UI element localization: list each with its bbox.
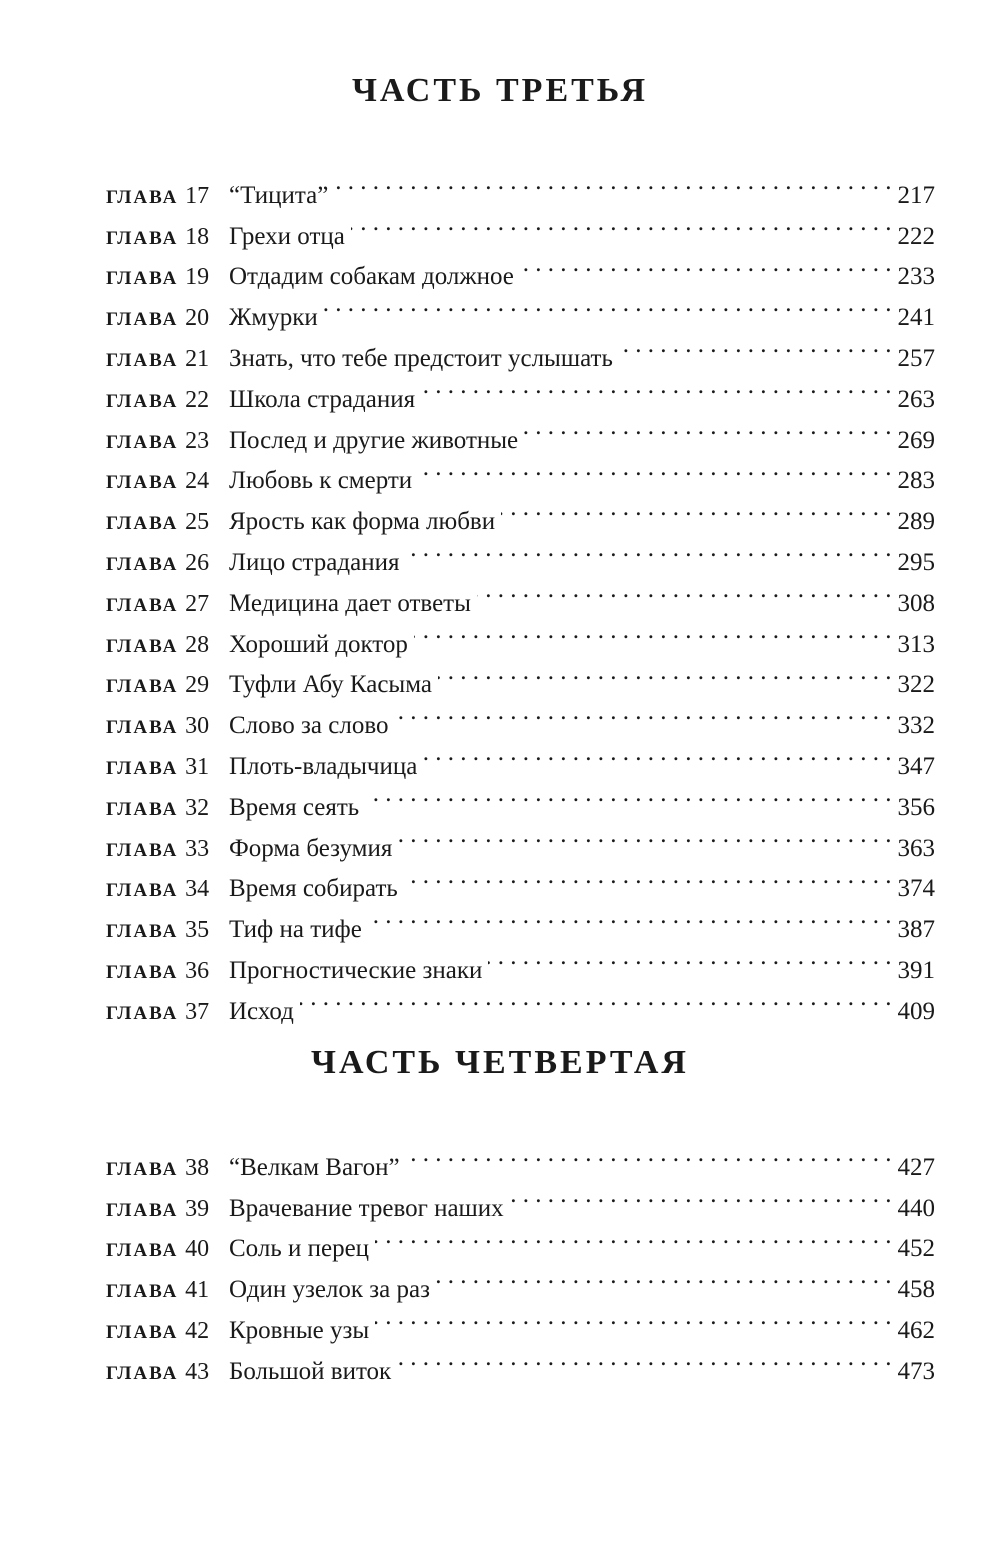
dot-leader [619, 325, 892, 366]
page-number: 289 [897, 508, 935, 536]
chapter-word: ГЛАВА [106, 309, 179, 331]
chapter-label [106, 217, 229, 260]
chapter-word: ГЛАВА [106, 921, 179, 943]
chapter-title: Соль и перец [229, 1235, 370, 1263]
page-number: 263 [897, 385, 935, 413]
chapter-label [106, 257, 229, 300]
chapter-label [106, 584, 229, 627]
dot-leader [488, 937, 891, 978]
chapter-word: ГЛАВА [106, 594, 179, 616]
page-number: 241 [897, 304, 935, 332]
chapter-word: ГЛАВА [106, 472, 179, 494]
dot-leader [524, 407, 891, 448]
chapter-title: Ярость как форма любви [229, 508, 496, 536]
page-number: 257 [897, 344, 935, 372]
page-number: 391 [897, 956, 935, 984]
dot-leader [397, 1338, 891, 1379]
chapter-label [106, 706, 229, 749]
chapter-number: 24 [185, 468, 210, 495]
chapter-word: ГЛАВА [106, 1362, 179, 1384]
chapter-word: ГЛАВА [106, 839, 179, 861]
dot-leader [324, 284, 892, 325]
chapter-word: ГЛАВА [106, 635, 179, 657]
dot-leader [438, 652, 892, 693]
page-number: 313 [897, 630, 935, 658]
chapter-number: 19 [185, 264, 210, 291]
chapter-label [106, 910, 229, 953]
chapter-number: 33 [185, 835, 210, 862]
chapter-title: Жмурки [229, 304, 318, 332]
chapter-title: Лицо страдания [229, 548, 400, 576]
dot-leader [520, 244, 892, 285]
chapter-title: Туфли Абу Касыма [229, 671, 432, 699]
chapter-title: Школа страдания [229, 385, 416, 413]
page-number: 409 [897, 997, 935, 1025]
chapter-label [106, 502, 229, 545]
chapter-word: ГЛАВА [106, 717, 179, 739]
chapter-word: ГЛАВА [106, 880, 179, 902]
chapter-number: 31 [185, 753, 210, 780]
page-number: 347 [897, 752, 935, 780]
chapter-word: ГЛАВА [106, 676, 179, 698]
chapter-number: 25 [185, 509, 210, 536]
chapter-title: “Тицита” [229, 181, 329, 209]
chapter-number: 35 [185, 917, 210, 944]
chapter-number: 42 [185, 1317, 210, 1344]
chapter-label [106, 665, 229, 708]
chapter-title: Отдадим собакам должное [229, 263, 514, 291]
dot-leader [375, 1216, 891, 1257]
chapter-title: “Велкам Вагон” [229, 1153, 400, 1181]
dot-leader [365, 774, 891, 815]
chapter-number: 38 [185, 1154, 210, 1181]
chapter-number: 43 [185, 1358, 210, 1385]
chapter-word: ГЛАВА [106, 961, 179, 983]
chapter-number: 20 [185, 305, 210, 332]
dot-leader [501, 488, 891, 529]
chapter-word: ГЛАВА [106, 186, 179, 208]
chapter-label [106, 1229, 229, 1272]
chapter-title: Тиф на тифе [229, 916, 362, 944]
page-number: 427 [897, 1153, 935, 1181]
chapter-number: 32 [185, 794, 210, 821]
page-number: 222 [897, 222, 935, 250]
part-four-title: ЧАСТЬ ЧЕТВЕРТАЯ [311, 1044, 689, 1081]
chapter-word: ГЛАВА [106, 798, 179, 820]
chapter-word: ГЛАВА [106, 349, 179, 371]
page-number: 322 [897, 671, 935, 699]
page-number: 269 [897, 426, 935, 454]
dot-leader [398, 815, 891, 856]
chapter-title: Послед и другие животные [229, 426, 519, 454]
chapter-title: Форма безумия [229, 834, 393, 862]
dot-leader [375, 1297, 891, 1338]
chapter-title: Врачевание тревог наших [229, 1194, 504, 1222]
page-number: 440 [897, 1194, 935, 1222]
chapter-label [106, 1352, 229, 1395]
page-number: 295 [897, 548, 935, 576]
toc-entry [106, 162, 935, 209]
chapter-label [106, 747, 229, 790]
chapter-word: ГЛАВА [106, 431, 179, 453]
chapter-label [106, 461, 229, 504]
chapter-number: 40 [185, 1236, 210, 1263]
dot-leader [421, 366, 891, 407]
chapter-title: Плоть-владычица [229, 752, 418, 780]
page-number: 387 [897, 916, 935, 944]
chapter-number: 27 [185, 590, 210, 617]
chapter-label [106, 176, 229, 219]
chapter-number: 34 [185, 876, 210, 903]
chapter-word: ГЛАВА [106, 390, 179, 412]
chapter-title: Медицина дает ответы [229, 589, 471, 617]
part-three-chapter-list [106, 162, 935, 1025]
chapter-title: Исход [229, 997, 294, 1025]
chapter-word: ГЛАВА [106, 1281, 179, 1303]
dot-leader [405, 529, 891, 570]
chapter-label [106, 1189, 229, 1232]
chapter-number: 36 [185, 957, 210, 984]
dot-leader [404, 856, 892, 897]
chapter-number: 29 [185, 672, 210, 699]
chapter-word: ГЛАВА [106, 553, 179, 575]
part-four-chapter-list [106, 1134, 935, 1385]
chapter-number: 18 [185, 223, 210, 250]
page-number: 233 [897, 263, 935, 291]
chapter-label [106, 339, 229, 382]
chapter-title: Любовь к смерти [229, 467, 413, 495]
chapter-label [106, 625, 229, 668]
chapter-title: Прогностические знаки [229, 956, 483, 984]
chapter-word: ГЛАВА [106, 757, 179, 779]
chapter-label [106, 1311, 229, 1354]
page-number: 217 [897, 181, 935, 209]
chapter-title: Хороший доктор [229, 630, 408, 658]
chapter-number: 39 [185, 1195, 210, 1222]
chapter-label [106, 1148, 229, 1191]
page-number: 452 [897, 1235, 935, 1263]
dot-leader [406, 1134, 892, 1175]
chapter-word: ГЛАВА [106, 1158, 179, 1180]
chapter-label [106, 788, 229, 831]
dot-leader [414, 611, 892, 652]
chapter-number: 26 [185, 549, 210, 576]
page-number: 363 [897, 834, 935, 862]
chapter-label [106, 1270, 229, 1313]
chapter-title: Время сеять [229, 793, 360, 821]
dot-leader [436, 1256, 892, 1297]
chapter-label [106, 543, 229, 586]
chapter-word: ГЛАВА [106, 1240, 179, 1262]
chapter-label [106, 992, 229, 1035]
page-number: 332 [897, 712, 935, 740]
chapter-word: ГЛАВА [106, 1321, 179, 1343]
page-number: 458 [897, 1276, 935, 1304]
dot-leader [418, 448, 891, 489]
toc-entry [106, 1134, 935, 1181]
chapter-number: 28 [185, 631, 210, 658]
page-number: 374 [897, 875, 935, 903]
dot-leader [300, 978, 892, 1019]
dot-leader [351, 203, 892, 244]
chapter-number: 21 [185, 345, 210, 372]
chapter-word: ГЛАВА [106, 1199, 179, 1221]
chapter-number: 37 [185, 998, 210, 1025]
page-number: 356 [897, 793, 935, 821]
chapter-label [106, 829, 229, 872]
page-number: 473 [897, 1357, 935, 1385]
chapter-word: ГЛАВА [106, 227, 179, 249]
dot-leader [334, 162, 891, 203]
chapter-number: 30 [185, 713, 210, 740]
page-number: 308 [897, 589, 935, 617]
chapter-title: Один узелок за раз [229, 1276, 430, 1304]
page-number: 462 [897, 1316, 935, 1344]
dot-leader [423, 733, 891, 774]
part-three-title: ЧАСТЬ ТРЕТЬЯ [351, 72, 649, 109]
dot-leader [477, 570, 892, 611]
chapter-word: ГЛАВА [106, 268, 179, 290]
chapter-title: Слово за слово [229, 712, 389, 740]
chapter-title: Время собирать [229, 875, 398, 903]
chapter-word: ГЛАВА [106, 513, 179, 535]
chapter-title: Знать, что тебе предстоит услышать [229, 344, 613, 372]
chapter-title: Грехи отца [229, 222, 345, 250]
chapter-label [106, 951, 229, 994]
dot-leader [394, 692, 891, 733]
dot-leader [368, 896, 892, 937]
page-number: 283 [897, 467, 935, 495]
chapter-word: ГЛАВА [106, 1002, 179, 1024]
chapter-title: Кровные узы [229, 1316, 370, 1344]
chapter-number: 41 [185, 1277, 210, 1304]
chapter-number: 17 [185, 182, 210, 209]
chapter-label [106, 380, 229, 423]
chapter-title: Большой виток [229, 1357, 392, 1385]
chapter-number: 23 [185, 427, 210, 454]
chapter-label [106, 298, 229, 341]
chapter-label [106, 869, 229, 912]
chapter-number: 22 [185, 386, 210, 413]
chapter-label [106, 421, 229, 464]
dot-leader [510, 1175, 892, 1216]
